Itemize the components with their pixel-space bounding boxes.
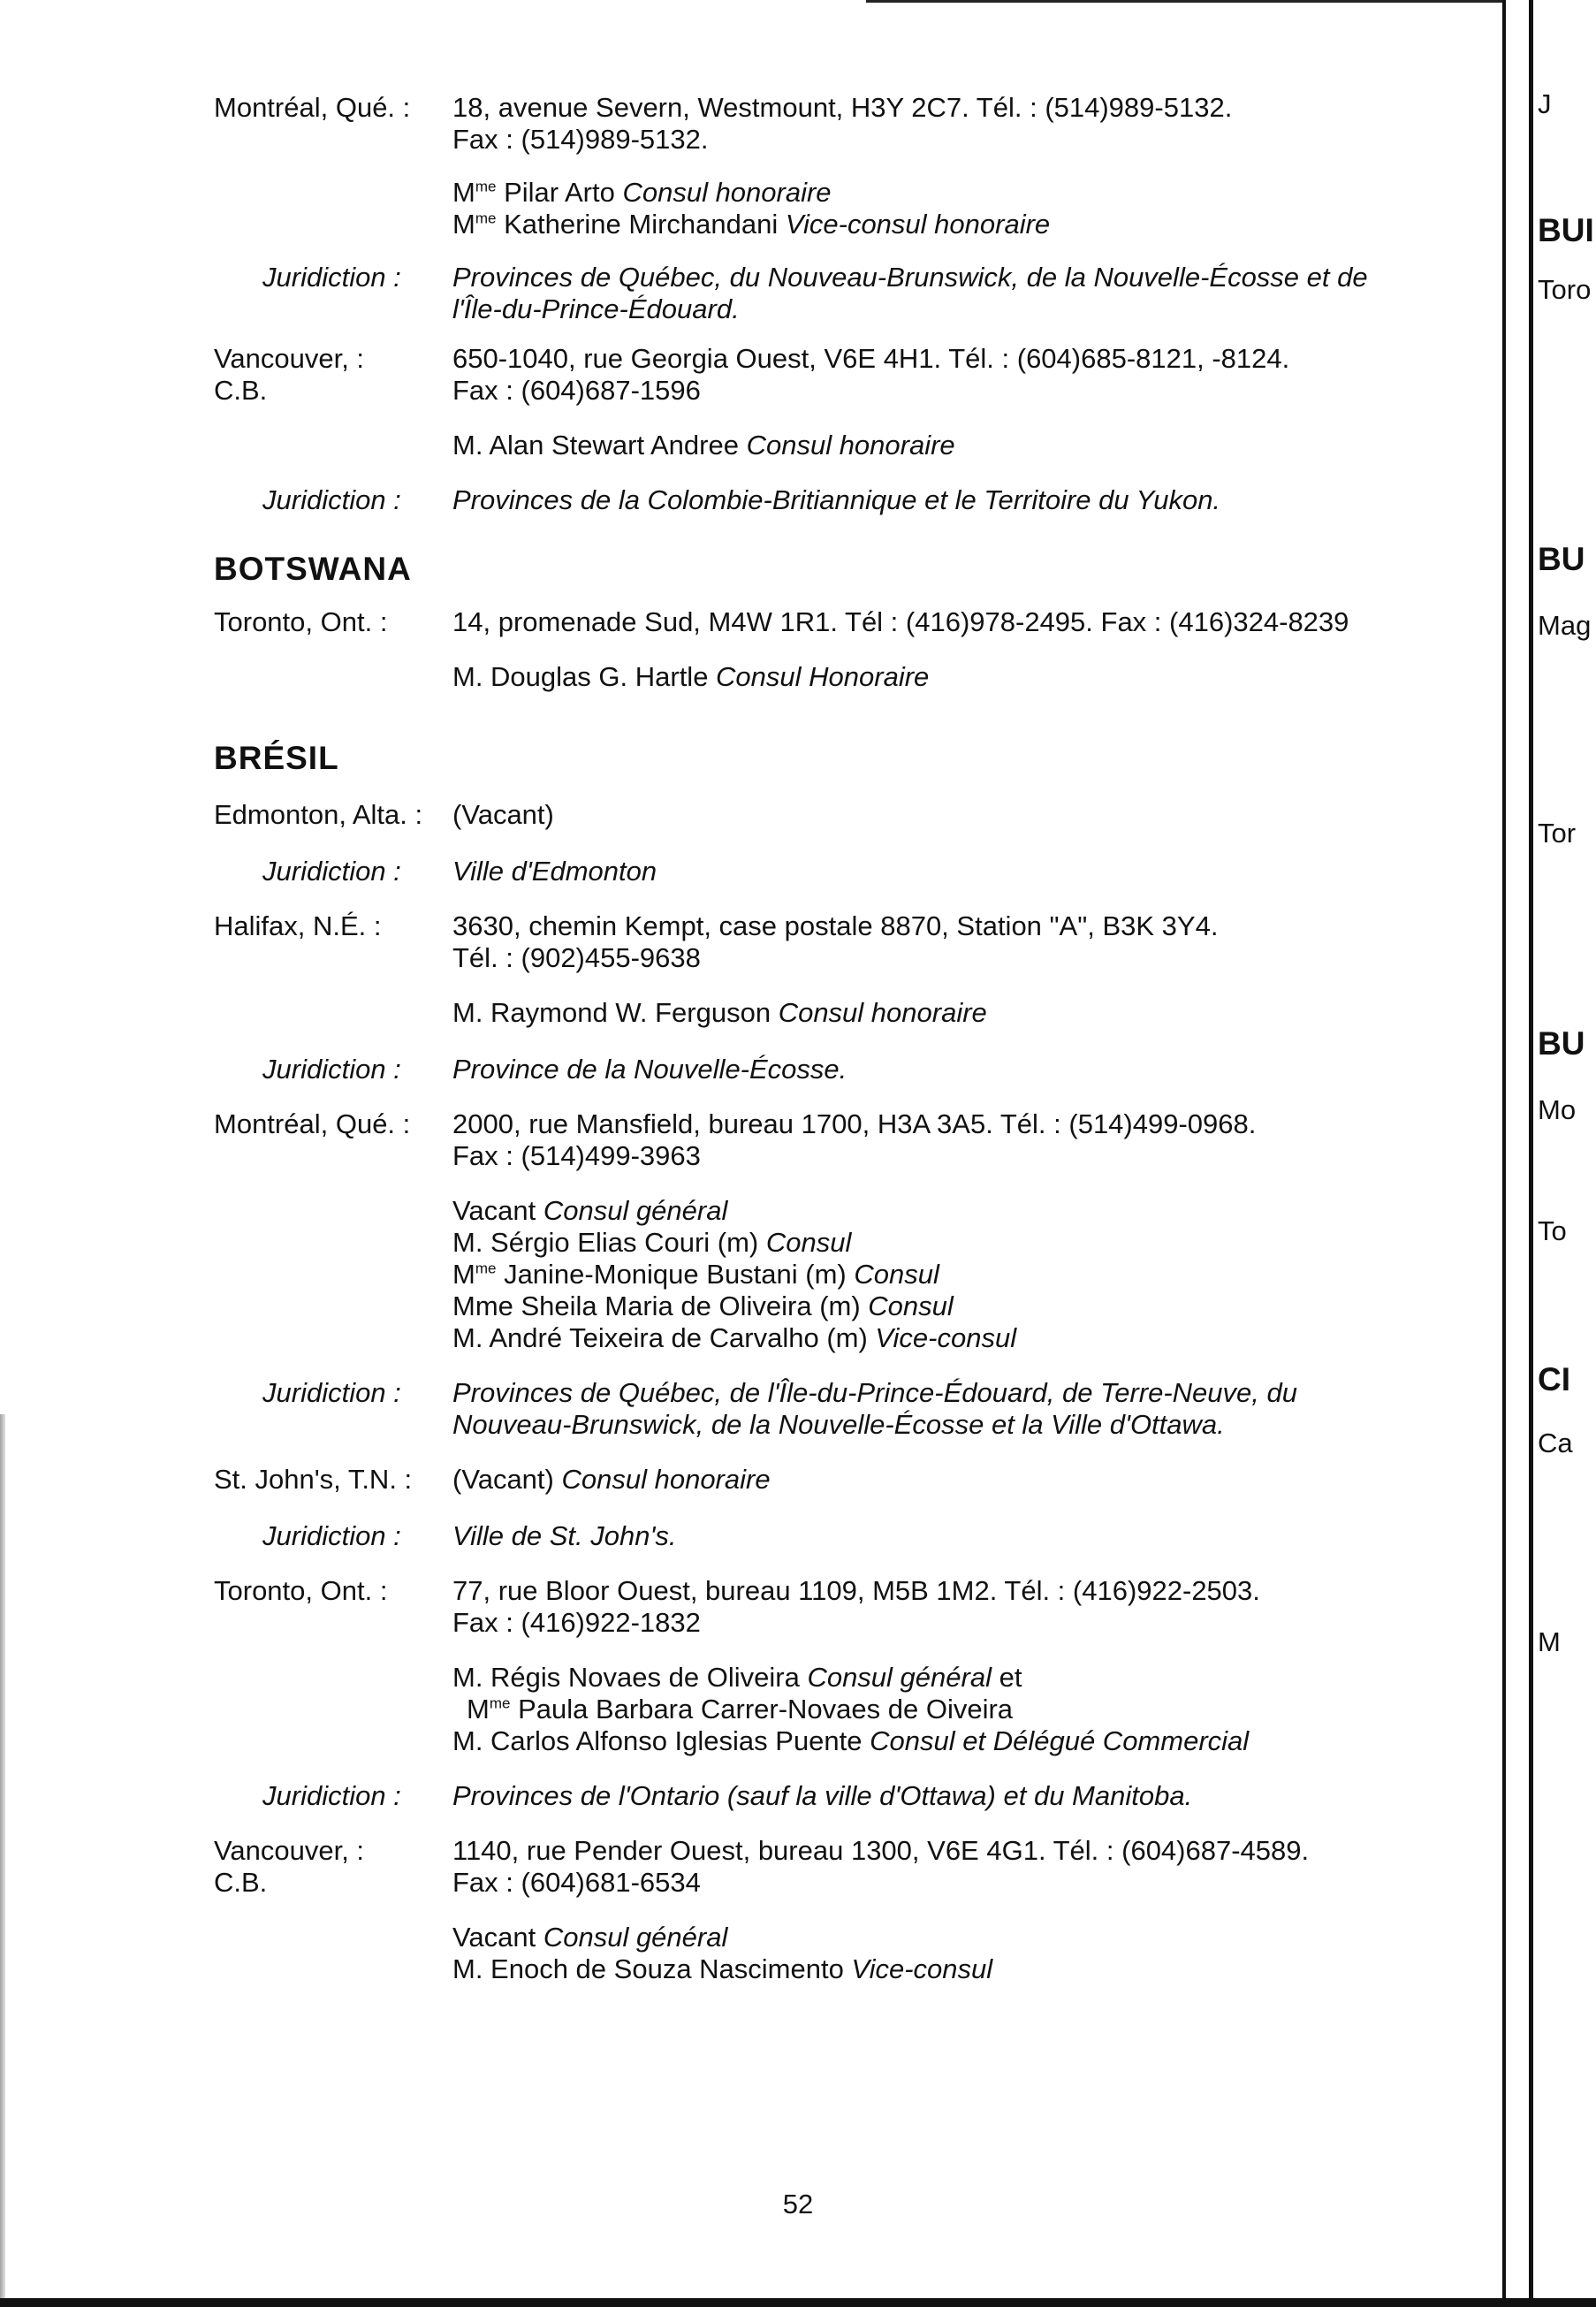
adjacent-fragment: Mo (1538, 1094, 1577, 1125)
jurisdiction-text: Provinces de Québec, de l'Île-du-Prince-Édouard, de Terre-Neuve, du (452, 1377, 1297, 1408)
address-line: 18, avenue Severn, Westmount, H3Y 2C7. Tél. : (514)989-5132. (452, 92, 1233, 123)
jurisdiction-text: Ville d'Edmonton (452, 856, 657, 887)
official-line: $M^{me}$ Janine-Monique Bustani (m) Consul (452, 1259, 939, 1290)
official-line: Mme Sheila Maria de Oliveira (m) Consul (452, 1291, 954, 1321)
adjacent-fragment: BU (1538, 1025, 1585, 1062)
jurisdiction-text: l'Île-du-Prince-Édouard. (452, 293, 740, 324)
fax-line: Fax : (514)989-5132. (452, 124, 709, 155)
official-title: Consul honoraire (778, 997, 987, 1028)
entry-edmonton (214, 799, 1495, 831)
country-heading: BOTSWANA (214, 551, 412, 587)
entry-vancouver (214, 1835, 1495, 1899)
fax-line: Fax : (604)687-1596 (452, 375, 701, 406)
officials-block (214, 1662, 1495, 1757)
address-line: 2000, rue Mansfield, bureau 1700, H3A 3A5. Tél. : (514)499-0968. (452, 1108, 1257, 1139)
official-line: Vacant Consul général (452, 1922, 728, 1953)
adjacent-fragment: J (1538, 88, 1552, 119)
jurisdiction-row (214, 262, 1495, 325)
address-line: 77, rue Bloor Ouest, bureau 1109, M5B 1M2. Tél. : (416)922-2503. (452, 1575, 1260, 1606)
adjacent-fragment: Toro (1538, 274, 1592, 305)
jurisdiction-row (214, 1377, 1495, 1441)
jurisdiction-text: Provinces de l'Ontario (sauf la ville d'Ottawa) et du Manitoba. (452, 1780, 1193, 1811)
jurisdiction-text: Nouveau-Brunswick, de la Nouvelle-Écosse et la Ville d'Ottawa. (452, 1409, 1225, 1440)
entry-toronto (214, 1575, 1495, 1639)
jurisdiction-text: Provinces de Québec, du Nouveau-Brunswick, de la Nouvelle-Écosse et de (452, 262, 1368, 293)
adjacent-fragment: BU (1538, 541, 1585, 577)
city-label: Montréal, Qué. : (214, 92, 411, 123)
directory-content (214, 88, 1495, 1985)
official-line: $M^{me}$ Pilar Arto Consul honoraire (452, 177, 832, 208)
phone-line: Tél. : (902)455-9638 (452, 942, 701, 973)
entry-montreal (214, 92, 1495, 156)
address-line: 650-1040, rue Georgia Ouest, V6E 4H1. Tél. : (604)685-8121, -8124. (452, 343, 1290, 374)
officials-block (214, 1922, 1495, 1985)
official-line: M. Régis Novaes de Oliveira Consul général et (452, 1662, 1022, 1693)
jurisdiction-row (214, 856, 1495, 887)
official-line: M. Sérgio Elias Couri (m) Consul (452, 1227, 852, 1258)
adjacent-page-edge (1502, 0, 1596, 2307)
city-label: Vancouver, : (214, 343, 365, 374)
page-edge-line (1502, 0, 1506, 2298)
adjacent-fragment: To (1538, 1215, 1567, 1246)
adjacent-fragment: CI (1538, 1361, 1570, 1397)
official-title: Consul honoraire (561, 1464, 771, 1495)
adjacent-fragment: Mag (1538, 610, 1592, 641)
official-row (214, 430, 1495, 461)
official-line: Vacant Consul général (452, 1195, 728, 1226)
province-label: C.B. (214, 1867, 268, 1898)
jurisdiction-label: Juridiction : (262, 484, 401, 515)
official-title: Consul Honoraire (716, 661, 930, 692)
jurisdiction-label: Juridiction : (262, 1780, 401, 1811)
official-name: M. Alan Stewart Andree (452, 430, 747, 461)
address-line: 3630, chemin Kempt, case postale 8870, Station "A", B3K 3Y4. (452, 910, 1219, 941)
officials-block (214, 1195, 1495, 1354)
country-heading: BRÉSIL (214, 740, 339, 776)
entry-stjohns (214, 1464, 1495, 1496)
jurisdiction-row (214, 484, 1495, 516)
official-line: $M^{me}$ Katherine Mirchandani Vice-consul honoraire (452, 209, 1051, 240)
page-number: 52 (782, 2189, 814, 2219)
city-label: St. John's, T.N. : (214, 1464, 413, 1495)
entry-montreal (214, 1108, 1495, 1172)
city-label: Toronto, Ont. : (214, 1575, 388, 1606)
official-row (214, 997, 1495, 1029)
jurisdiction-row (214, 1054, 1495, 1085)
official-row (214, 661, 1495, 693)
city-label: Vancouver, : (214, 1835, 365, 1866)
city-label: Toronto, Ont. : (214, 606, 388, 637)
official-line: $M^{me}$ Paula Barbara Carrer-Novaes de Oiveira (467, 1694, 1014, 1725)
jurisdiction-text: Provinces de la Colombie-Britiannique et le Territoire du Yukon. (452, 484, 1221, 515)
city-label: Montréal, Qué. : (214, 1108, 411, 1139)
page-edge-line (1529, 0, 1533, 2298)
adjacent-fragment: Tor (1538, 818, 1577, 849)
jurisdiction-text: Ville de St. John's. (452, 1520, 677, 1551)
official-line: M. Enoch de Souza Nascimento Vice-consul (452, 1953, 993, 1984)
fax-line: Fax : (514)499-3963 (452, 1140, 701, 1171)
jurisdiction-label: Juridiction : (262, 262, 401, 293)
jurisdiction-text: Province de la Nouvelle-Écosse. (452, 1054, 847, 1085)
fax-line: Fax : (416)922-1832 (452, 1607, 701, 1638)
official-name: M. Douglas G. Hartle (452, 661, 717, 692)
entry-montreal-officials (214, 177, 1495, 240)
jurisdiction-label: Juridiction : (262, 1054, 401, 1085)
fax-line: Fax : (604)681-6534 (452, 1867, 701, 1898)
official-name: M. Raymond W. Ferguson (452, 997, 779, 1028)
city-label: Halifax, N.É. : (214, 910, 382, 941)
adjacent-fragment: M (1538, 1626, 1561, 1657)
entry-toronto (214, 606, 1495, 638)
vacant-text: (Vacant) (452, 799, 554, 830)
bottom-rule (0, 2298, 1596, 2307)
city-label: Edmonton, Alta. : (214, 799, 423, 830)
province-label: C.B. (214, 375, 268, 406)
jurisdiction-label: Juridiction : (262, 1377, 401, 1408)
official-line: M. Carlos Alfonso Iglesias Puente Consul et Délégué Commercial (452, 1725, 1250, 1756)
jurisdiction-row (214, 1780, 1495, 1812)
official-line: M. André Teixeira de Carvalho (m) Vice-consul (452, 1322, 1017, 1353)
vacant-text: (Vacant) (452, 1464, 562, 1495)
entry-halifax (214, 910, 1495, 974)
address-line: 14, promenade Sud, M4W 1R1. Tél : (416)978-2495. Fax : (416)324-8239 (452, 606, 1349, 637)
address-line: 1140, rue Pender Ouest, bureau 1300, V6E 4G1. Tél. : (604)687-4589. (452, 1835, 1310, 1866)
adjacent-fragment: Ca (1538, 1428, 1573, 1458)
scan-edge-shadow (0, 1414, 5, 2298)
jurisdiction-label: Juridiction : (262, 856, 401, 887)
adjacent-fragment: BUI (1538, 212, 1594, 248)
entry-vancouver (214, 343, 1495, 407)
jurisdiction-row (214, 1520, 1495, 1552)
official-title: Consul honoraire (746, 430, 955, 461)
jurisdiction-label: Juridiction : (262, 1520, 401, 1551)
top-rule (866, 0, 1511, 3)
